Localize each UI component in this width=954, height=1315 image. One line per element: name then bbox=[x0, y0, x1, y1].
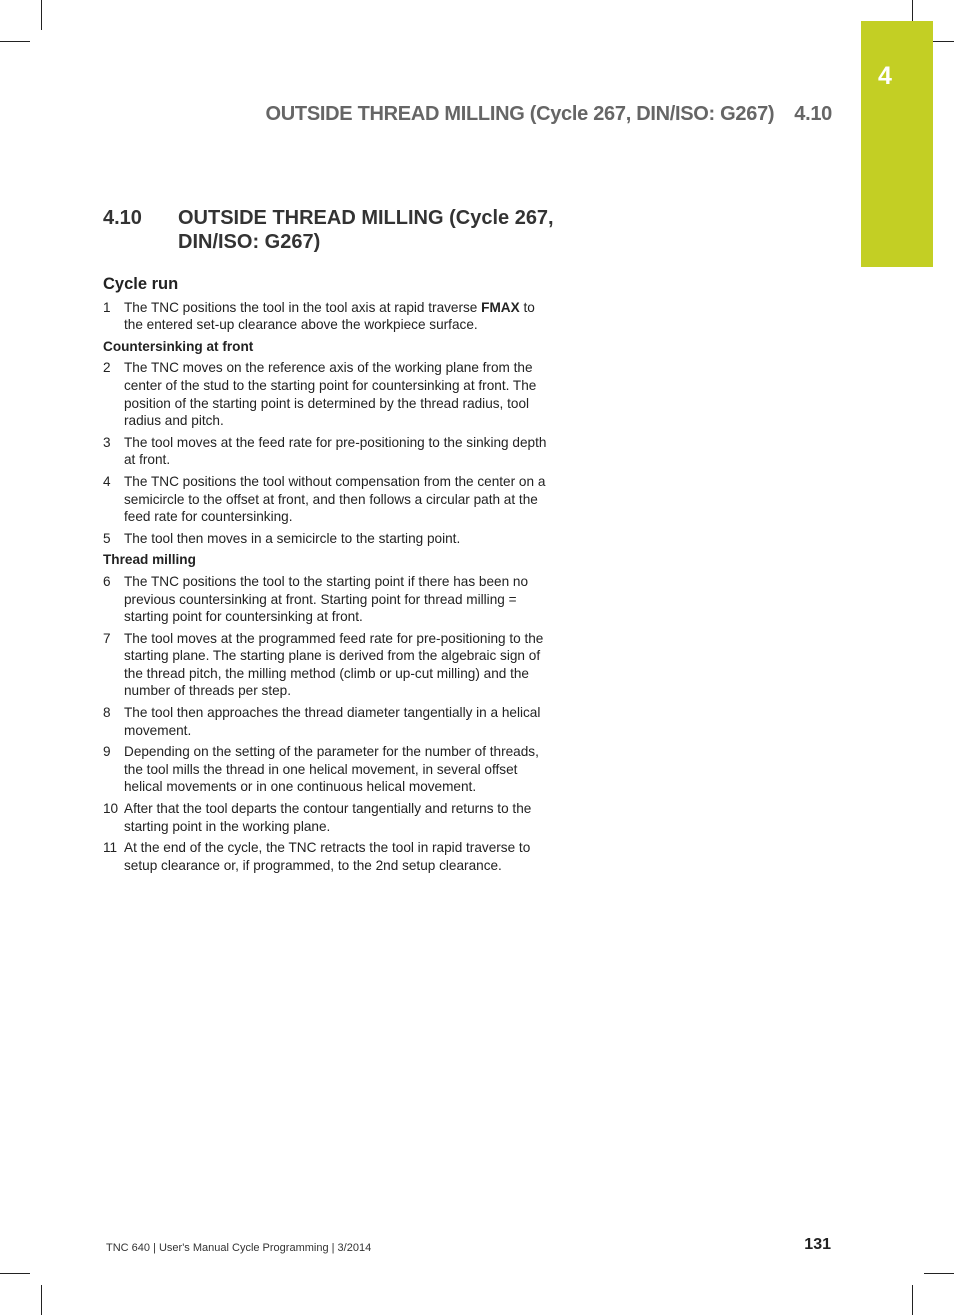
list-item bbox=[103, 704, 548, 739]
item-text: The tool moves at the programmed feed rate for pre-positioning to the starting plane. The starting plane is derived from the algebraic sign of the thread pitch, the milling method (climb or up-cut milling) and the number of threads per step. bbox=[124, 630, 544, 699]
list-item bbox=[103, 630, 548, 700]
crop-mark bbox=[0, 41, 30, 42]
item-text: The tool then approaches the thread diameter tangentially in a helical movement. bbox=[124, 705, 541, 738]
item-text: At the end of the cycle, the TNC retracts the tool in rapid traverse to setup clearance or, if programmed, to the 2nd setup clearance. bbox=[124, 840, 531, 873]
chapter-number: 4 bbox=[878, 62, 892, 90]
item-number: 3 bbox=[103, 434, 111, 450]
list-item bbox=[103, 299, 548, 334]
subheading-thread-milling: Thread milling bbox=[103, 552, 196, 568]
crop-mark bbox=[912, 0, 913, 21]
item-text: The tool moves at the feed rate for pre-positioning to the sinking depth at front. bbox=[124, 434, 547, 468]
crop-mark bbox=[0, 1273, 30, 1274]
crop-mark bbox=[924, 1273, 954, 1274]
crop-mark bbox=[41, 1285, 42, 1315]
item-number: 10 bbox=[103, 801, 119, 817]
item-number: 7 bbox=[103, 630, 111, 646]
cycle-run-heading: Cycle run bbox=[103, 275, 179, 293]
item-text: The TNC positions the tool without compensation from the center on a semicircle to the offset at front, and then follows a circular path at the feed rate for countersinking. bbox=[124, 473, 546, 525]
running-header-section: 4.10 bbox=[794, 103, 832, 125]
item-number: 1 bbox=[103, 299, 111, 315]
item-text: Depending on the setting of the parameter for the number of threads, the tool mills the thread in one helical movement, in several offset helical movements or in one continuous helical movement. bbox=[124, 744, 539, 795]
list-item bbox=[103, 573, 548, 626]
item-number: 8 bbox=[103, 705, 111, 721]
item-text: The TNC moves on the reference axis of the working plane from the center of the stud to the starting point for countersinking at front. The position of the starting point is determined by the thread radius, tool radius and pitch. bbox=[124, 360, 537, 429]
list-item bbox=[103, 800, 548, 835]
list-item bbox=[103, 530, 548, 548]
list-item bbox=[103, 434, 548, 469]
item-number: 2 bbox=[103, 360, 111, 376]
item-text: After that the tool departs the contour tangentially and returns to the starting point in the working plane. bbox=[124, 801, 532, 834]
fmax-keyword: FMAX bbox=[481, 299, 520, 315]
item-number: 9 bbox=[103, 744, 111, 760]
item-text: The TNC positions the tool in the tool axis at rapid traverse bbox=[124, 299, 482, 315]
cycle-run-content bbox=[103, 276, 548, 878]
item-text: The tool then moves in a semicircle to the starting point. bbox=[124, 530, 461, 546]
list-item bbox=[103, 473, 548, 526]
item-number: 5 bbox=[103, 530, 111, 546]
list-item bbox=[103, 839, 548, 874]
item-text: The TNC positions the tool to the starting point if there has been no previous countersinking at front. Starting point for thread milling = starting point for countersinking at front. bbox=[124, 573, 529, 625]
running-header-title: OUTSIDE THREAD MILLING (Cycle 267, DIN/ISO: G267) bbox=[265, 103, 775, 125]
section-title: OUTSIDE THREAD MILLING (Cycle 267, DIN/ISO: G267) bbox=[178, 207, 554, 253]
section-number: 4.10 bbox=[103, 207, 142, 229]
item-text: to the entered set-up clearance above the workpiece surface. bbox=[124, 299, 535, 333]
list-item bbox=[103, 743, 548, 796]
crop-mark bbox=[41, 0, 42, 30]
item-number: 11 bbox=[103, 840, 118, 856]
list-item bbox=[103, 359, 548, 429]
footer-text: TNC 640 | User's Manual Cycle Programming | 3/2014 bbox=[106, 1242, 372, 1254]
page-number: 131 bbox=[804, 1236, 831, 1253]
crop-mark bbox=[912, 1285, 913, 1315]
chapter-tab bbox=[861, 21, 933, 267]
running-header bbox=[266, 103, 832, 126]
item-number: 6 bbox=[103, 573, 111, 589]
subheading-countersinking: Countersinking at front bbox=[103, 338, 254, 354]
item-number: 4 bbox=[103, 473, 111, 489]
crop-mark bbox=[933, 41, 954, 42]
